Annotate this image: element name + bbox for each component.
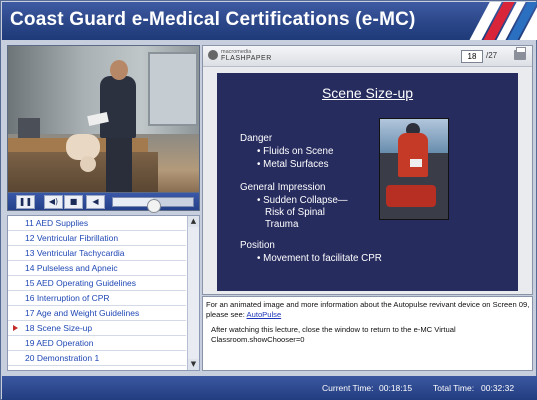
chapter-list-item[interactable] — [8, 261, 186, 276]
current-time-label: Current Time: — [322, 383, 374, 393]
video-scene-window — [148, 52, 198, 126]
page-total: /27 — [486, 51, 498, 60]
chapter-label: 14 Pulseless and Apneic — [25, 263, 118, 273]
total-time-value: 00:32:32 — [481, 383, 515, 393]
rewind-button[interactable] — [86, 195, 105, 209]
slide-bullet: Trauma — [265, 219, 299, 230]
print-icon[interactable] — [514, 50, 526, 60]
pause-button[interactable] — [16, 195, 35, 209]
flashpaper-toolbar — [203, 46, 532, 67]
info-text — [206, 300, 530, 320]
autopulse-link[interactable]: AutoPulse — [246, 310, 282, 319]
slide-bullet: • Sudden Collapse— — [257, 195, 348, 206]
slide-title: Scene Size-up — [321, 85, 414, 101]
video-instructor — [100, 76, 136, 138]
status-bar — [2, 376, 537, 400]
video-controls — [7, 192, 200, 211]
slide-bullet: • Movement to facilitate CPR — [257, 253, 382, 264]
photo-gloves — [410, 159, 422, 167]
chapter-label: 17 Age and Weight Guidelines — [25, 308, 140, 318]
current-chapter-arrow-icon — [13, 325, 18, 331]
slide-heading: General Impression — [240, 182, 326, 193]
chapter-list-item[interactable] — [8, 321, 186, 336]
slide-photo — [379, 118, 449, 220]
chapter-list-item[interactable] — [8, 246, 186, 261]
slide-heading: Position — [240, 240, 275, 251]
chapter-list-item[interactable] — [8, 351, 186, 366]
chapter-list[interactable] — [7, 215, 200, 371]
video-player[interactable] — [7, 45, 200, 193]
chapter-list-scrollbar[interactable] — [187, 216, 199, 370]
stop-icon: ■ — [69, 197, 78, 206]
app-header — [2, 2, 537, 40]
chapter-label: 12 Ventricular Fibrillation — [25, 233, 119, 243]
chapter-label: 13 Ventricular Tachycardia — [25, 248, 125, 258]
stop-button[interactable] — [64, 195, 83, 209]
volume-button[interactable] — [44, 195, 63, 209]
chapter-list-item[interactable] — [8, 306, 186, 321]
total-time-label: Total Time: — [433, 383, 475, 393]
chapter-label: 11 AED Supplies — [25, 218, 89, 228]
photo-patient — [386, 185, 436, 207]
chapter-label: 15 AED Operating Guidelines — [25, 278, 137, 288]
rewind-icon: ◀ — [92, 197, 99, 206]
video-cpr-manikin-head — [80, 156, 96, 172]
slide-heading: Danger — [240, 133, 273, 144]
seek-bar-knob[interactable] — [147, 199, 161, 213]
chapter-label: 16 Interruption of CPR — [25, 293, 110, 303]
seek-bar[interactable] — [112, 197, 194, 207]
chapter-list-item[interactable] — [8, 291, 186, 306]
slide — [217, 73, 518, 291]
chapter-list-item[interactable] — [8, 216, 186, 231]
scroll-down-arrow-icon[interactable]: ▼ — [188, 359, 199, 370]
logo-brand-text: macromedia — [221, 49, 252, 55]
speaker-icon: ◀) — [48, 197, 59, 206]
slide-bullet: Risk of Spinal — [265, 207, 325, 218]
chapter-label: 18 Scene Size-up — [25, 323, 93, 333]
chapter-label: 20 Demonstration 1 — [25, 353, 100, 363]
flashpaper-viewer — [202, 45, 533, 295]
scroll-up-arrow-icon[interactable]: ▲ — [188, 216, 199, 227]
logo-product-text: FLASHPAPER — [221, 55, 272, 62]
video-instructor-legs — [106, 134, 132, 192]
app-title: Coast Guard e-Medical Certifications (e-MC) — [10, 9, 416, 30]
chapter-label: 19 AED Operation — [25, 338, 94, 348]
info-line: After watching this lecture, close the window to return to the e-MC Virtual Classroom.showChooser=0 — [211, 325, 456, 344]
chapter-list-item[interactable] — [8, 276, 186, 291]
chapter-list-item[interactable] — [8, 231, 186, 246]
info-line: For an animated image and more information about the Autopulse revivant device on Screen 09, please see: — [206, 300, 530, 319]
macromedia-logo-icon — [208, 50, 218, 60]
slide-bullet: • Fluids on Scene — [257, 146, 334, 157]
chapter-list-item[interactable] — [8, 336, 186, 351]
info-panel — [202, 296, 533, 371]
slide-bullet: • Metal Surfaces — [257, 159, 329, 170]
current-time-value: 00:18:15 — [379, 383, 413, 393]
pause-icon: ❚❚ — [18, 197, 33, 206]
photo-rescuer — [398, 133, 428, 177]
video-instructor-head — [110, 60, 128, 80]
page-number-input[interactable]: 18 — [461, 50, 483, 63]
